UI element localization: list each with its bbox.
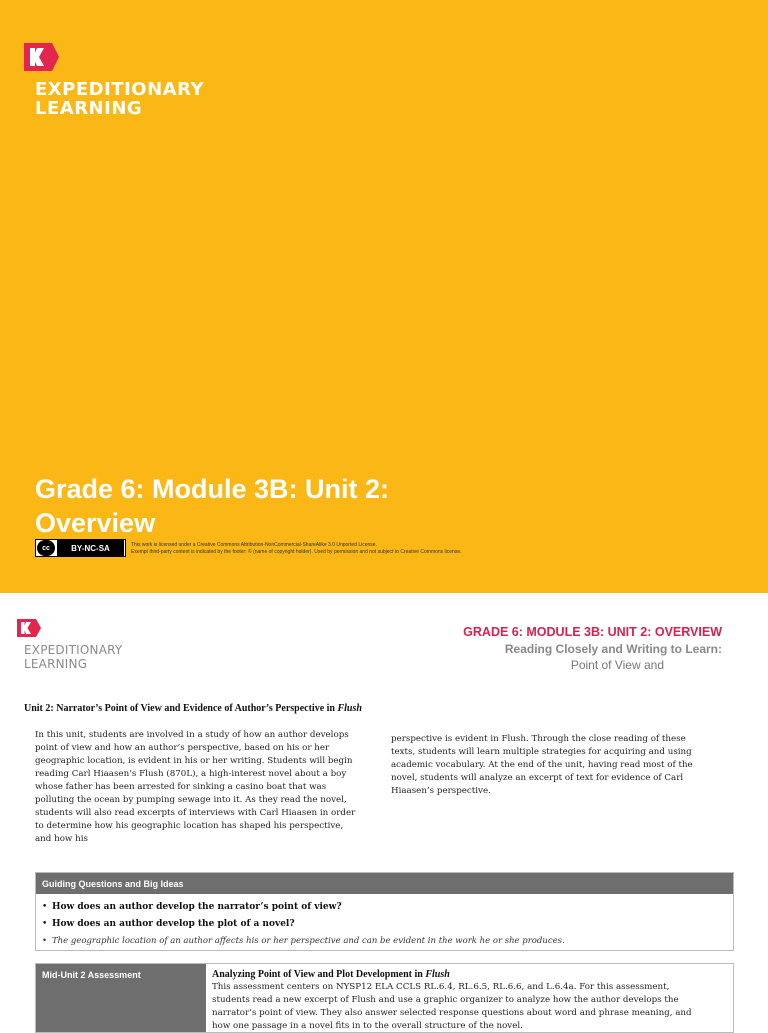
assessment-label: Mid-Unit 2 Assessment <box>36 964 206 1032</box>
mid-unit-assessment-row <box>35 963 734 1033</box>
header-subtitle-2: Point of View and <box>570 658 664 672</box>
intro-right-line: texts, students will learn multiple strategies for acquiring and using <box>391 747 692 757</box>
creative-commons-badge[interactable] <box>35 539 126 557</box>
guiding-questions-box <box>35 872 734 951</box>
list-item <box>42 933 733 950</box>
intro-right-line: perspective is evident in Flush. Through the close reading of these <box>391 734 686 744</box>
cover-title-line2: Overview <box>35 508 156 538</box>
cover-title-line1: Grade 6: Module 3B: Unit 2: <box>35 474 390 504</box>
expeditionary-learning-logo-icon <box>17 619 41 637</box>
unit-heading <box>24 703 362 714</box>
intro-left-line: whose father has been arrested for sinking a casino boat that was <box>35 782 327 792</box>
assessment-title-book: Flush <box>425 969 450 980</box>
intro-right-line: novel, students will analyze an excerpt of text for evidence of Carl <box>391 773 684 783</box>
license-line2: Exempt third-party content is indicated by the footer: © (name of copyright holder). Used by permission and not subject to Creative Commons license. <box>131 549 462 555</box>
license-line1: This work is licensed under a Creative Commons Attribution-NonCommercial-ShareAlike 3.0 Unported License. <box>131 542 377 548</box>
creative-commons-icon: cc <box>37 540 55 556</box>
assessment-description <box>206 964 733 1032</box>
unit-heading-book: Flush <box>337 703 362 714</box>
cover-title <box>35 472 555 540</box>
license-notice <box>131 542 591 556</box>
assessment-title-text: Analyzing Point of View and Plot Development in <box>212 969 426 980</box>
intro-left-line: point of view and how an author’s perspective, based on his or her <box>35 743 330 753</box>
cover-logo-line1: EXPEDITIONARY <box>35 79 204 100</box>
assessment-line: This assessment centers on NYSP12 ELA CCLS RL.6.4, RL.6.5, RL.6.6, and L.6.4a. For this assessment, <box>212 982 670 992</box>
guiding-question-2: How does an author develop the plot of a novel? <box>52 919 295 929</box>
page-header <box>463 624 722 674</box>
header-subtitle: Reading Closely and Writing to Learn: <box>504 642 722 656</box>
assessment-title <box>212 968 733 981</box>
assessment-line: narrator’s point of view. They also answer selected response questions about word and phrase meaning, and <box>212 1008 692 1018</box>
assessment-line: how one passage in a novel fits in to the overall structure of the novel. <box>212 1021 523 1031</box>
list-item <box>42 916 733 933</box>
cover-logo-text <box>35 80 204 118</box>
intro-left-line: geographic location, is evident in his or her writing. Students will begin <box>35 756 353 766</box>
intro-left-line: In this unit, students are involved in a study of how an author develops <box>35 730 349 740</box>
list-item <box>42 899 733 916</box>
big-idea: The geographic location of an author affects his or her perspective and can be evident in the work he or she produces. <box>52 936 565 946</box>
intro-right-line: academic vocabulary. At the end of the unit, having read most of the <box>391 760 693 770</box>
page2-logo-line2: LEARNING <box>24 657 88 671</box>
guiding-questions-list <box>36 894 733 950</box>
guiding-question-1: How does an author develop the narrator’s point of view? <box>52 902 342 912</box>
intro-left-line: polluting the ocean by pumping sewage into it. As they read the novel, <box>35 795 347 805</box>
guiding-questions-header: Guiding Questions and Big Ideas <box>36 873 733 894</box>
assessment-line: students read a new excerpt of Flush and use a graphic organizer to analyze how the author develops the <box>212 995 679 1005</box>
header-title: GRADE 6: MODULE 3B: UNIT 2: OVERVIEW <box>463 625 722 639</box>
bullet: • <box>42 936 48 946</box>
intro-left-line: to determine how his geographic location has shaped his perspective, <box>35 821 344 831</box>
intro-left-line: students will also read excerpts of interviews with Carl Hiaasen in order <box>35 808 356 818</box>
intro-right-column <box>391 733 719 798</box>
bullet: • <box>42 919 48 929</box>
intro-left-line: and how his <box>35 834 88 844</box>
cc-license-type: BY-NC-SA <box>57 540 124 556</box>
page2-logo-text <box>24 643 122 671</box>
intro-left-column <box>35 729 375 846</box>
unit-heading-text: Unit 2: Narrator’s Point of View and Evidence of Author’s Perspective in <box>24 703 338 714</box>
bullet: • <box>42 902 48 912</box>
cover-logo-line2: LEARNING <box>35 98 143 119</box>
intro-left-line: reading Carl Hiaasen’s Flush (870L), a high-interest novel about a boy <box>35 769 347 779</box>
intro-right-line: Hiaasen’s perspective. <box>391 786 491 796</box>
expeditionary-learning-logo-icon <box>24 43 59 71</box>
page2-logo-line1: EXPEDITIONARY <box>24 643 123 657</box>
